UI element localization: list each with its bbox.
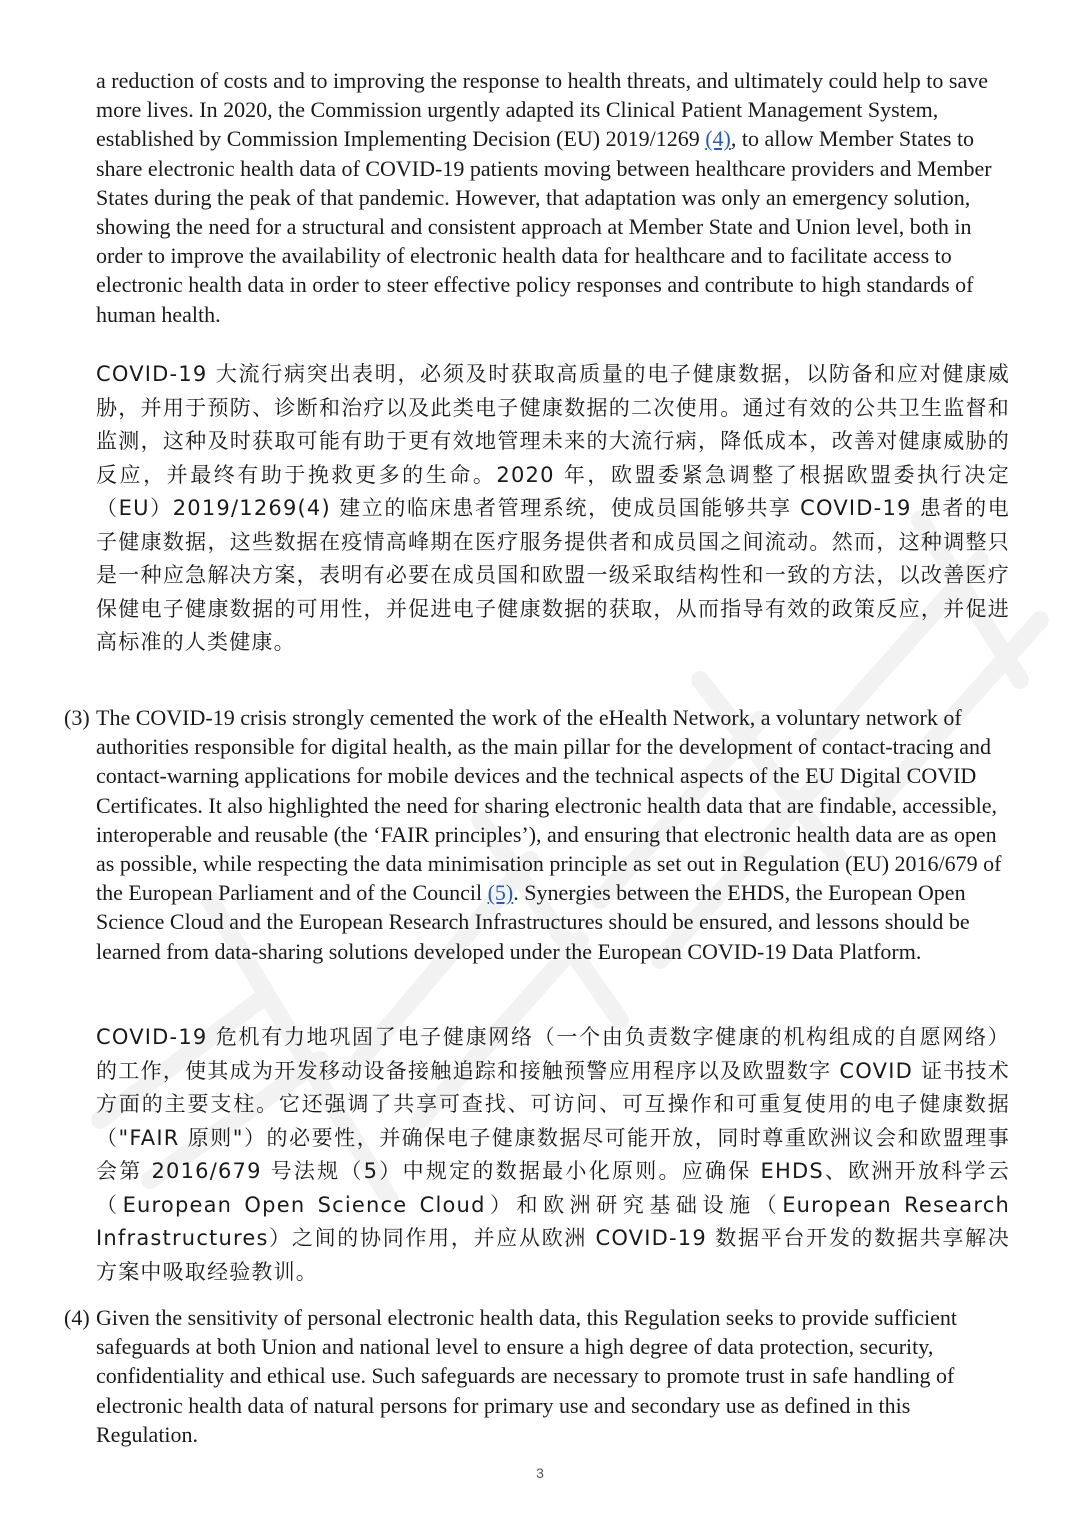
recital-2-english xyxy=(96,66,1010,329)
footnote-link-4[interactable]: (4) xyxy=(705,126,731,152)
recital-2-english-text xyxy=(96,66,1010,329)
recital-3-english-text xyxy=(96,703,1010,966)
recital-2-chinese-text: COVID-19 大流行病突出表明，必须及时获取高质量的电子健康数据，以防备和应对健康威胁，并用于预防、诊断和治疗以及此类电子健康数据的二次使用。通过有效的公共卫生监督和监测，这种及时获取可能有助于更有效地管理未来的大流行病，降低成本，改善对健康威胁的反应，并最终有助于挽救更多的生命。2020 年，欧盟委紧急调整了根据欧盟委执行决定（EU）2019/1269(4) 建立的临床患者管理系统，使成员国能够共享 COVID-19 患者的电子健康数据，这些数据在疫情高峰期在医疗服务提供者和成员国之间流动。然而，这种调整只是一种应急解决方案，表明有必要在成员国和欧盟一级采取结构性和一致的方法，以改善医疗保健电子健康数据的可用性，并促进电子健康数据的获取，从而指导有效的政策反应，并促进高标准的人类健康。 xyxy=(96,362,1010,654)
recital-2-english-part-a: a reduction of costs and to improving the response to health threats, and ultimately could help to save more lives. In 2020, the Commission urgently adapted its Clinical Patient Management System, established by Commission Implementing Decision (EU) 2019/1269 xyxy=(96,68,988,152)
recital-3-chinese-text: COVID-19 危机有力地巩固了电子健康网络（一个由负责数字健康的机构组成的自愿网络）的工作，使其成为开发移动设备接触追踪和接触预警应用程序以及欧盟数字 COVID 证书技术方面的主要支柱。它还强调了共享可查找、可访问、可互操作和可重复使用的电子健康数据（"FAIR 原则"）的必要性，并确保电子健康数据尽可能开放，同时尊重欧洲议会和欧盟理事会第 2016/679 号法规（5）中规定的数据最小化原则。应确保 EHDS、欧洲开放科学云（European Open Science Cloud）和欧洲研究基础设施（European Research Infrastructures）之间的协同作用，并应从欧洲 COVID-19 数据平台开发的数据共享解决方案中吸取经验教训。 xyxy=(96,1025,1010,1284)
recital-4-english xyxy=(96,1303,1010,1449)
recital-4-english-text: Given the sensitivity of personal electronic health data, this Regulation seeks to provide sufficient safeguards at both Union and national level to ensure a high degree of data protection, security, confidentiality and ethical use. Such safeguards are necessary to promote trust in safe handling of electronic health data of natural persons for primary use and secondary use as defined in this Regulation. xyxy=(96,1305,958,1447)
page-number: 3 xyxy=(536,1465,544,1481)
recital-3-english xyxy=(96,703,1010,966)
recital-3-english-part-a: The COVID-19 crisis strongly cemented the work of the eHealth Network, a voluntary network of authorities responsible for digital health, as the main pillar for the development of contact-tracing and contact-warning applications for mobile devices and the technical aspects of the EU Digital COVID Certificates. It also highlighted the need for sharing electronic health data that are findable, accessible, interoperable and reusable (the ‘FAIR principles’), and ensuring that electronic health data are as open as possible, while respecting the data minimisation principle as set out in Regulation (EU) 2016/679 of the European Parliament and of the Council xyxy=(96,705,1002,906)
recital-2-chinese xyxy=(96,358,1010,660)
recital-3-number: (3) xyxy=(64,705,90,730)
recital-4-number: (4) xyxy=(64,1305,90,1330)
footnote-link-5[interactable]: (5) xyxy=(487,880,514,906)
recital-2-english-part-b: , to allow Member States to share electronic health data of COVID-19 patients moving between healthcare providers and Member States during the peak of that pandemic. However, that adaptation was only an emergency solution, showing the need for a structural and consistent approach at Member State and Union level, both in order to improve the availability of electronic health data for healthcare and to facilitate access to electronic health data in order to steer effective policy responses and contribute to high standards of human health. xyxy=(96,126,992,327)
recital-3-english-part-b: . Synergies between the EHDS, the European Open Science Cloud and the European Research Infrastructures should be ensured, and lessons should be learned from data-sharing solutions developed under the European COVID-19 Data Platform. xyxy=(96,880,970,964)
recital-3-chinese xyxy=(96,1021,1010,1289)
